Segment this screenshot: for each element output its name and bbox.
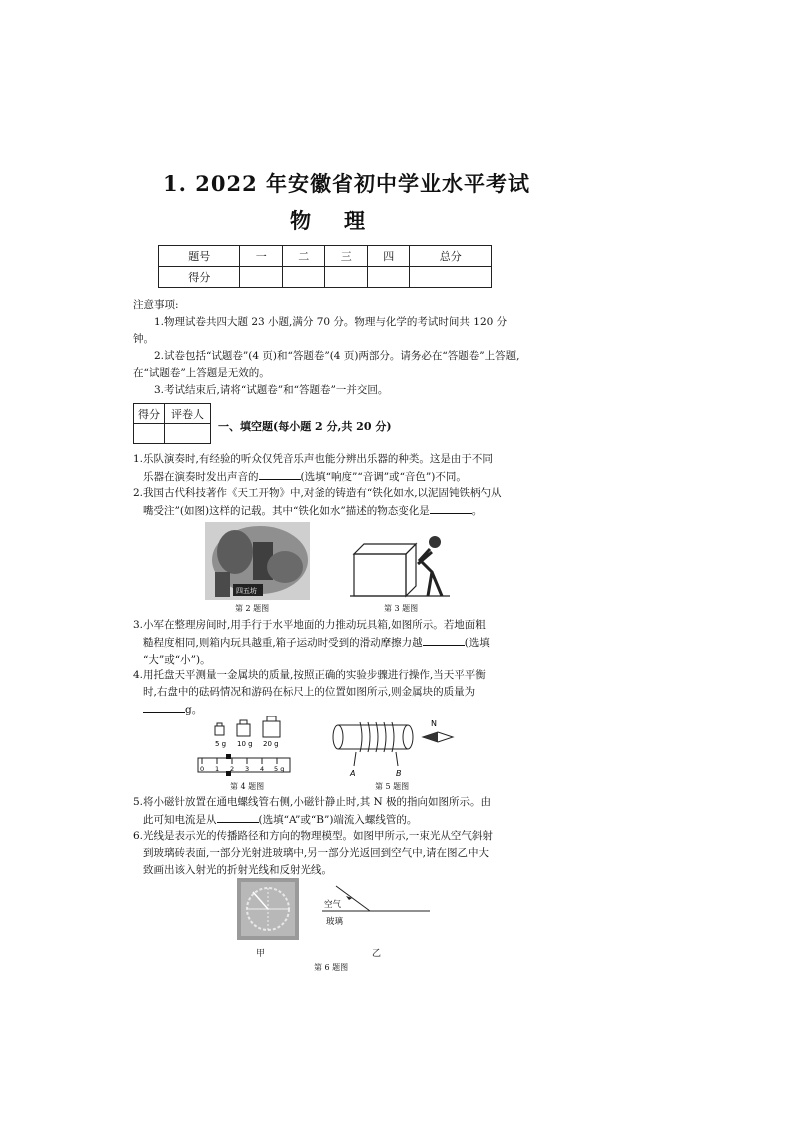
score-cell[interactable] [282, 267, 325, 288]
needle-n-label: N [431, 719, 437, 728]
question-text: 6.光线是表示光的传播路径和方向的物理模型。如图甲所示,一束光从空气斜射 [133, 830, 493, 842]
score-cell[interactable] [410, 267, 492, 288]
question-4 [133, 667, 528, 719]
question-line [133, 811, 528, 829]
note-item: 1.物理试卷共四大题 23 小题,满分 70 分。物理与化学的考试时间共 120 分钟。 [133, 316, 508, 345]
page-title: 1. 2022 年安徽省初中学业水平考试 [163, 171, 530, 196]
scale-tick-label: 2 [230, 765, 235, 773]
scale-tick-label: 3 [245, 765, 250, 773]
question-line [133, 502, 528, 520]
answer-blank[interactable] [423, 634, 465, 646]
grader-table [133, 403, 211, 444]
grader-score-cell[interactable] [134, 424, 165, 444]
figure-3-illustration [350, 532, 450, 602]
weight-label: 5 g [215, 740, 227, 748]
scale-tick-label: 5 g [274, 765, 285, 773]
figure-2-illustration [205, 522, 310, 600]
question-text: (选填“响度”“音调”或“音色”)不同。 [300, 471, 467, 483]
figure-5-solenoid [330, 716, 456, 780]
question-5 [133, 794, 528, 829]
question-line [133, 634, 528, 652]
answer-blank[interactable] [259, 468, 301, 480]
note-item: 2.试卷包括“试题卷”(4 页)和“答题卷”(4 页)两部分。请务必在“答题卷”上答题,在“试题卷”上答题是无效的。 [133, 350, 520, 379]
figure-6-yi-label: 乙 [372, 949, 382, 959]
notes-section [133, 297, 528, 399]
score-cell[interactable] [240, 267, 283, 288]
question-text: 乐器在演奏时发出声音的 [143, 471, 259, 483]
weight-label: 20 g [263, 740, 279, 748]
question-text: (选填“A”或“B”)端流入螺线管的。 [258, 814, 418, 826]
score-header-cell: 三 [325, 246, 368, 267]
figure-2-caption: 第 2 题图 [235, 604, 270, 613]
rider [226, 754, 231, 759]
question-text: 时,右盘中的砝码情况和游码在标尺上的位置如图所示,则金属块的质量为 [143, 686, 476, 698]
weight-5g [215, 723, 224, 735]
question-text: 糙程度相同,则箱内玩具越重,箱子运动时受到的滑动摩擦力越 [143, 637, 423, 649]
grader-name-label: 评卷人 [165, 404, 211, 424]
notes-heading: 注意事项: [133, 299, 179, 311]
figure-6-yi-diagram [322, 882, 432, 930]
question-line [133, 468, 528, 486]
note-item: 3.考试结束后,请将“试题卷”和“答题卷”一并交回。 [154, 384, 389, 396]
score-cell[interactable] [325, 267, 368, 288]
subject-char-1: 物 [290, 208, 312, 233]
figure-6-caption: 第 6 题图 [314, 963, 349, 972]
question-6 [133, 828, 528, 879]
question-3 [133, 617, 528, 669]
score-header-cell: 四 [367, 246, 410, 267]
question-text: “大”或“小”)。 [143, 654, 211, 666]
score-table-header-row [159, 246, 492, 267]
coil-label-b: B [396, 769, 402, 778]
score-row-label: 得分 [159, 267, 240, 288]
score-table-score-row [159, 267, 492, 288]
grader-name-cell[interactable] [165, 424, 211, 444]
score-header-cell: 二 [282, 246, 325, 267]
question-text: 3.小军在整理房间时,用手行于水平地面的力推动玩具箱,如图所示。若地面粗 [133, 619, 486, 631]
coil-label-a: A [350, 769, 356, 778]
scale-tick-label: 1 [215, 765, 220, 773]
answer-blank[interactable] [430, 502, 472, 514]
weight-20g [263, 716, 280, 737]
question-text: (选填 [464, 637, 490, 649]
question-text: 致画出该入射光的折射光线和反射光线。 [143, 864, 332, 876]
weight-10g [237, 720, 250, 736]
figure-3-caption: 第 3 题图 [384, 604, 419, 613]
score-table [158, 245, 492, 288]
figure-4-weights-and-scale [196, 716, 292, 778]
answer-blank[interactable] [143, 701, 185, 713]
figure-4-caption: 第 4 题图 [230, 782, 265, 791]
score-header-cell: 总分 [410, 246, 492, 267]
question-text: 2.我国古代科技著作《天工开物》中,对釜的铸造有“铁化如水,以泥固钝铁柄勺从 [133, 487, 502, 499]
figure-2-stamp: 四五坊 [236, 587, 257, 595]
figure-5-caption: 第 5 题图 [375, 782, 410, 791]
question-text: 。 [471, 505, 483, 517]
question-2 [133, 485, 528, 520]
figure-6-jia-photo [237, 878, 299, 940]
score-header-cell: 题号 [159, 246, 240, 267]
subject-title [290, 205, 398, 235]
question-text: 嘴受注”(如图)这样的记载。其中“铁化如水”描述的物态变化是 [143, 505, 430, 517]
question-text: 到玻璃砖表面,一部分光射进玻璃中,另一部分光返回到空气中,请在图乙中大 [143, 847, 490, 859]
score-cell[interactable] [367, 267, 410, 288]
score-header-cell: 一 [240, 246, 283, 267]
question-text: 5.将小磁针放置在通电螺线管右侧,小磁针静止时,其 N 极的指向如图所示。由 [133, 796, 492, 808]
answer-blank[interactable] [217, 811, 259, 823]
glass-label: 玻璃 [326, 917, 344, 927]
compass-needle [423, 732, 453, 742]
air-label: 空气 [324, 900, 342, 910]
scale-tick-label: 4 [260, 765, 265, 773]
scale-tick-label: 0 [200, 765, 205, 773]
question-1 [133, 451, 528, 486]
question-text: 1.乐队演奏时,有经验的听众仅凭音乐声也能分辨出乐器的种类。这是由于不同 [133, 453, 493, 465]
question-text: 4.用托盘天平测量一金属块的质量,按照正确的实验步骤进行操作,当天平平衡 [133, 669, 486, 681]
grader-score-label: 得分 [134, 404, 165, 424]
weight-label: 10 g [237, 740, 253, 748]
question-text: 此可知电流是从 [143, 814, 217, 826]
figure-6-jia-label: 甲 [256, 949, 266, 959]
section-heading: 一、填空题(每小题 2 分,共 20 分) [218, 420, 392, 433]
question-text: g。 [185, 704, 203, 716]
subject-char-2: 理 [344, 208, 366, 233]
